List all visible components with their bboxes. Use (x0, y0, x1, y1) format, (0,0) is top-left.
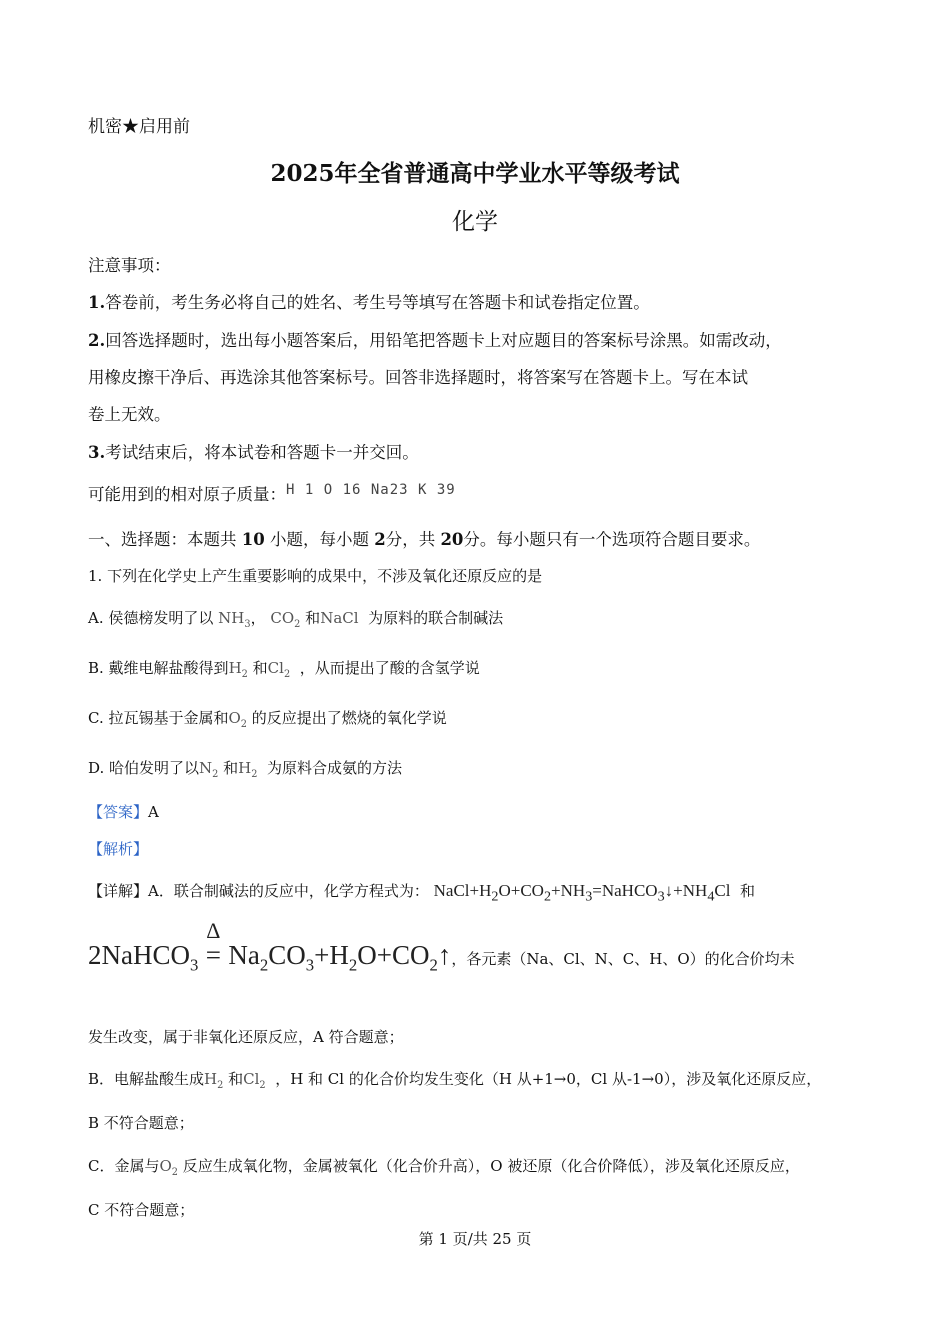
option-d: D. 哈伯发明了以$N_2$ 和$H_2$ 为原料合成氨的方法 (88, 759, 403, 780)
note-2-line-1: 2.回答选择题时，选出每小题答案后，用铅笔把答题卡上对应题目的答案标号涂黑。如需改动， (88, 331, 782, 350)
formula-nh3: $NH_3$ (218, 609, 251, 630)
formula-h2: $H_2$ (238, 759, 258, 780)
detail-c-conclusion: C 不符合题意； (88, 1201, 195, 1219)
section-heading: 一、选择题：本题共 10 小题，每小题 2分，共 20分。每小题只有一个选项符合题目要求。 (88, 530, 761, 549)
note-2-line-3: 卷上无效。 (88, 405, 171, 424)
subject-title: 化学 (452, 209, 498, 235)
atomic-masses: 可能用到的相对原子质量：$^{H 1 O 16 Na23 K 39}$ (88, 482, 456, 504)
formula-o2: $O_2$ (159, 1157, 179, 1178)
detail-b-conclusion: B 不符合题意； (88, 1114, 194, 1132)
note-2-line-2: 用橡皮擦干净后、再选涂其他答案标号。回答非选择题时，将答案写在答题卡上。写在本试 (88, 368, 748, 387)
note-1: 1.答卷前，考生务必将自己的姓名、考生号等填写在答题卡和试卷指定位置。 (88, 293, 650, 312)
formula-co2: $CO_2$ (270, 609, 301, 630)
exam-title: 2025年全省普通高中学业水平等级考试 (270, 160, 680, 187)
formula-nacl: NaCl (320, 609, 359, 627)
page-number: 第 1 页/共 25 页 (418, 1230, 532, 1248)
detail-a-intro: 【详解】A．联合制碱法的反应中，化学方程式为： $NaCl+H_2O+CO_2+NH_3=NaHCO_3↓+NH_4Cl$ 和 (88, 881, 756, 905)
detail-a-equation-line: 2NaHCO$_3$ Δ = $Na_2CO_3+H_2O+CO_2↑$，各元素（Na、Cl、N、C、H、O）的化合价均未 (88, 918, 795, 975)
confidential-label: 机密★启用前 (88, 117, 190, 137)
formula-n2: $N_2$ (199, 759, 219, 780)
formula-cl2: $Cl_2$ (243, 1070, 266, 1091)
question-1-stem: 1. 下列在化学史上产生重要影响的成果中，不涉及氧化还原反应的是 (88, 567, 543, 585)
notes-heading: 注意事项： (88, 256, 171, 275)
detail-b: B．电解盐酸生成$H_2$ 和$Cl_2$ ，H 和 Cl 的化合价均发生变化（H 从+1→0，Cl 从-1→0），涉及氧化还原反应， (88, 1070, 822, 1091)
formula-h2: $H_2$ (204, 1070, 224, 1091)
analysis-label: 【解析】 (88, 840, 149, 858)
formula-o2: $O_2$ (228, 709, 248, 730)
formula-h2: $H_2$ (228, 659, 248, 680)
equation-solvay: $NaCl+H_2O+CO_2+NH_3=NaHCO_3↓+NH_4Cl$ (433, 881, 731, 905)
answer-line: 【答案】A (88, 803, 159, 821)
option-c: C. 拉瓦锡基于金属和$O_2$ 的反应提出了燃烧的氧化学说 (88, 709, 447, 730)
option-a: A. 侯德榜发明了以 $NH_3$， $CO_2$ 和NaCl 为原料的联合制碱法 (88, 609, 504, 630)
option-b: B. 戴维电解盐酸得到$H_2$ 和$Cl_2$ ，从而提出了酸的含氢学说 (88, 659, 480, 680)
detail-a-conclusion: 发生改变，属于非氧化还原反应，A 符合题意； (88, 1028, 404, 1046)
equation-decomposition: 2NaHCO$_3$ Δ = $Na_2CO_3+H_2O+CO_2↑$ (88, 918, 452, 975)
detail-c: C．金属与$O_2$ 反应生成氧化物，金属被氧化（化合价升高），O 被还原（化合价降低），涉及氧化还原反应， (88, 1157, 800, 1178)
formula-cl2: $Cl_2$ (267, 659, 291, 680)
note-3: 3.考试结束后，将本试卷和答题卡一并交回。 (88, 443, 419, 462)
